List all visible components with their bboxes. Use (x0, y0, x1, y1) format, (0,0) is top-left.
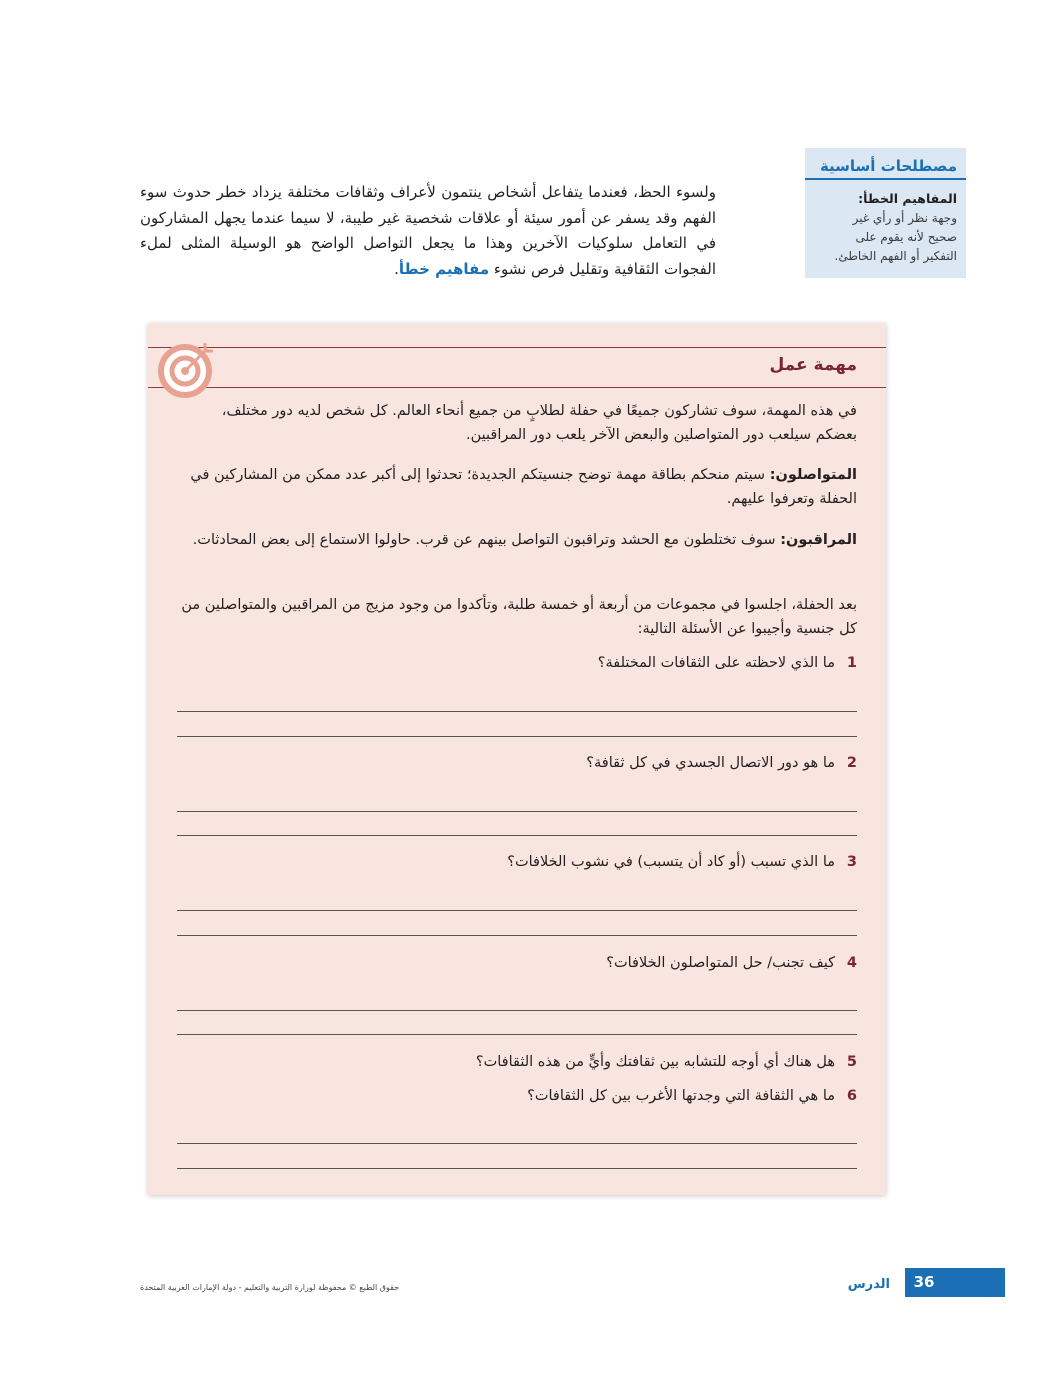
key-term-definition-line: صحيح لأنه يقوم على (855, 230, 957, 244)
copyright-notice: حقوق الطبع © محفوظة لوزارة التربية والتعليم - دولة الإمارات العربية المتحدة (140, 1283, 400, 1292)
answer-line[interactable] (177, 736, 857, 737)
key-term-definition-line: وجهة نظر أو رأي غير (852, 211, 957, 225)
question-number: 4 (846, 955, 857, 971)
question-text: ما الذي لاحظته على الثقافات المختلفة؟ (597, 655, 835, 671)
key-term-name: المفاهيم الخطأ: (858, 191, 957, 206)
answer-line[interactable] (177, 711, 857, 712)
answer-line[interactable] (177, 835, 857, 836)
answer-line[interactable] (177, 910, 857, 911)
question-4 (177, 951, 857, 975)
question-number: 2 (846, 755, 857, 771)
question-text: ما هي الثقافة التي وجدتها الأغرب بين كل الثقافات؟ (527, 1088, 835, 1104)
question-number: 3 (846, 854, 857, 870)
communicators-paragraph (177, 463, 857, 511)
key-term-definition (814, 209, 957, 266)
question-6 (177, 1084, 857, 1108)
key-term-definition-line: التفكير أو الفهم الخاطئ. (834, 249, 957, 263)
question-number: 5 (846, 1054, 857, 1070)
key-terms-title: مصطلحات أساسية (805, 148, 966, 180)
after-party-instructions: بعد الحفلة، اجلسوا في مجموعات من أربعة أو خمسة طلبة، وتأكدوا من وجود مزيج من المراقبين والمتواصلين من كل جنسية وأجيبوا عن الأسئلة التالية: (181, 597, 857, 637)
intro-paragraph (140, 180, 716, 282)
question-5 (177, 1050, 857, 1074)
question-2 (177, 751, 857, 775)
task-title: مهمة عمل (769, 355, 857, 375)
target-icon (155, 337, 219, 401)
answer-line[interactable] (177, 1010, 857, 1011)
question-3 (177, 850, 857, 874)
question-number: 1 (846, 655, 857, 671)
task-box (148, 323, 886, 1195)
key-terms-box (805, 148, 966, 278)
communicators-text: سيتم منحكم بطاقة مهمة توضح جنسيتكم الجديدة؛ تحدثوا إلى أكبر عدد ممكن من المشاركين في الحفلة وتعرفوا عليهم. (190, 467, 857, 507)
answer-line[interactable] (177, 811, 857, 812)
task-intro: في هذه المهمة، سوف تشاركون جميعًا في حفلة لطلابٍ من جميع أنحاء العالم. كل شخص لديه دور مختلف، بعضكم سيلعب دور المتواصلين والبعض الآخر يلعب دور المراقبين. (221, 403, 857, 443)
answer-line[interactable] (177, 1168, 857, 1169)
communicators-label: المتواصلون: (769, 467, 857, 483)
question-text: ما الذي تسبب (أو كاد أن يتسبب) في نشوب الخلافات؟ (507, 854, 835, 870)
page-number: 36 (913, 1273, 935, 1291)
question-number: 6 (846, 1088, 857, 1104)
question-text: كيف تجنب/ حل المتواصلون الخلافات؟ (606, 955, 835, 971)
question-text: ما هو دور الاتصال الجسدي في كل ثقافة؟ (586, 755, 835, 771)
intro-highlight-term: مفاهيم خطأ (398, 259, 490, 278)
answer-line[interactable] (177, 1143, 857, 1144)
intro-end: . (394, 259, 399, 278)
observers-paragraph (177, 528, 857, 552)
answer-line[interactable] (177, 1034, 857, 1035)
question-text: هل هناك أي أوجه للتشابه بين ثقافتك وأيٍّ من هذه الثقافات؟ (475, 1054, 835, 1070)
lesson-label: الدرس (847, 1277, 890, 1292)
task-header-divider-bottom (148, 387, 886, 388)
question-1 (177, 651, 857, 675)
observers-label: المراقبون: (780, 532, 857, 548)
task-header-divider-top (148, 347, 886, 348)
answer-line[interactable] (177, 935, 857, 936)
intro-text: ولسوء الحظ، فعندما يتفاعل أشخاص ينتمون لأعراف وثقافات مختلفة يزداد خطر حدوث سوء الفهم وقد يسفر عن أمور سيئة أو علاقات شخصية غير طيبة، لا سيما عندما يجهل المشاركون في التعامل سلوكيات الآخرين وهذا ما يجعل التواصل الواضح هو الوسيلة المثلى لملء الفجوات الثقافية وتقليل فرص نشوء (140, 183, 716, 278)
observers-text: سوف تختلطون مع الحشد وتراقبون التواصل بينهم عن قرب. حاولوا الاستماع إلى بعض المحادثات. (192, 532, 776, 548)
